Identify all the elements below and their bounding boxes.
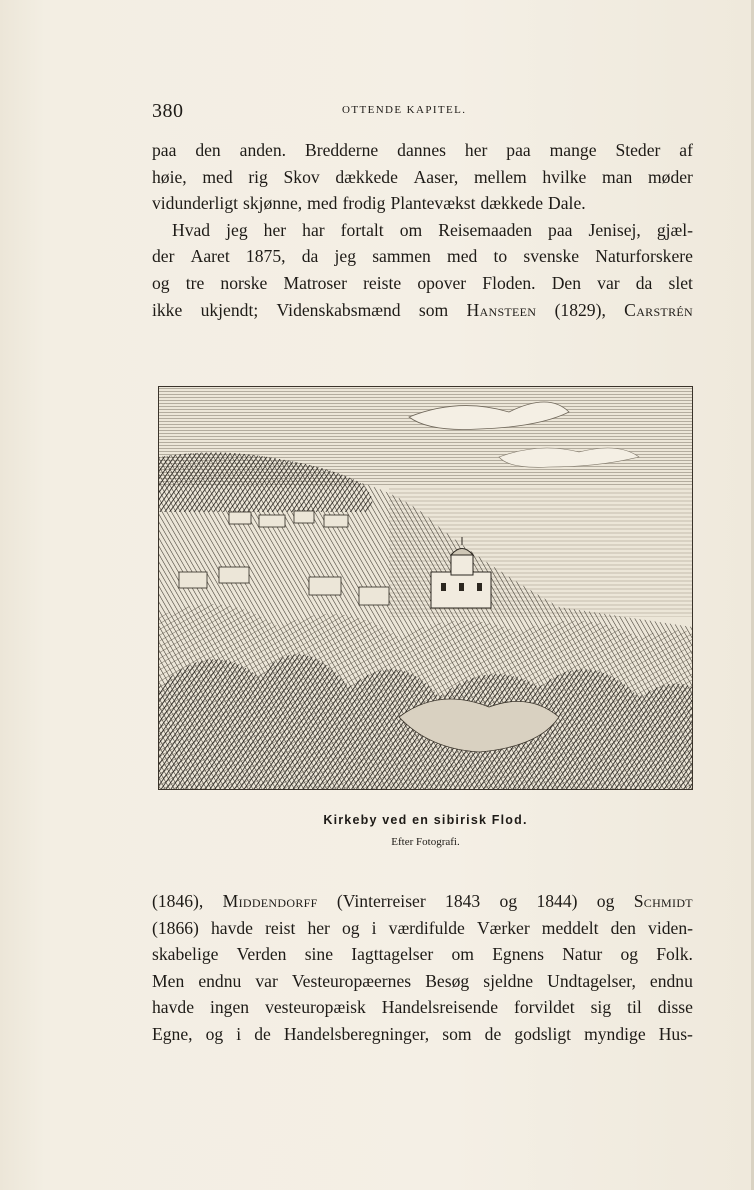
word: fortalt: [340, 219, 384, 240]
figure-caption: Kirkeby ved en sibirisk Flod.: [323, 813, 528, 827]
word: da: [301, 246, 319, 267]
word: ukjendt;: [200, 299, 259, 320]
word: paa: [152, 140, 177, 160]
word: jeg: [334, 246, 356, 267]
word: Men: [152, 970, 185, 991]
word: den: [610, 917, 636, 938]
word: viden-: [648, 917, 693, 938]
word: ingen: [210, 997, 250, 1018]
word: til: [627, 997, 642, 1018]
word: de: [254, 1023, 271, 1044]
word: to: [493, 246, 508, 267]
word: Steder: [615, 140, 661, 160]
word: havde: [152, 997, 195, 1018]
word: i: [371, 917, 377, 938]
word: Værker: [476, 917, 530, 938]
word: Hvad: [172, 219, 211, 240]
word: Handelsreisende: [381, 997, 499, 1018]
word: 1844): [536, 891, 578, 911]
text-line: [152, 888, 693, 915]
word: man: [602, 166, 633, 187]
word: hvilke: [542, 166, 587, 187]
word: 1875,: [245, 246, 286, 267]
word: myndige: [584, 1023, 646, 1044]
word: Besøg: [425, 970, 470, 991]
text-line: [152, 190, 693, 217]
text-line: [152, 1021, 693, 1048]
word: 1843: [445, 891, 481, 911]
chapter-title: OTTENDE KAPITEL.: [342, 104, 467, 116]
word: med: [202, 166, 233, 187]
word: Natur: [562, 944, 603, 965]
word: Carstrén: [624, 299, 693, 320]
word: tre: [185, 272, 205, 293]
word: her: [307, 917, 330, 938]
word: forvildet: [514, 997, 575, 1018]
word: møder: [647, 166, 693, 187]
word: som: [418, 299, 449, 320]
text-line: [152, 968, 693, 995]
word: dækkede: [335, 166, 398, 187]
word: Bredderne: [304, 140, 379, 160]
word: Hus-: [658, 1023, 693, 1044]
word: skabelige: [152, 944, 219, 965]
word: vesteuropæisk: [265, 997, 366, 1018]
word: Aaret: [190, 246, 230, 267]
text-line: [152, 270, 693, 297]
text-line: [152, 297, 693, 324]
word: Reisemaaden: [438, 219, 533, 240]
word: godsligt: [514, 1023, 572, 1044]
word: norske: [220, 272, 268, 293]
word: (Vinterreiser: [336, 891, 426, 911]
word: Schmidt: [633, 891, 693, 911]
figure-credit: Efter Fotografi.: [391, 836, 460, 848]
word: der: [152, 246, 175, 267]
word: og: [152, 272, 170, 293]
engraving-illustration: [158, 386, 693, 790]
word: paa: [548, 219, 573, 240]
word: reiste: [363, 272, 402, 293]
text-line: [152, 217, 693, 244]
word: reist: [265, 917, 296, 938]
word: sammen: [372, 246, 431, 267]
word: disse: [657, 997, 693, 1018]
word: sjeldne: [483, 970, 534, 991]
word: og: [620, 944, 639, 965]
word: Vesteuropæernes: [291, 970, 412, 991]
word: Egne,: [152, 1023, 193, 1044]
word: Aaser,: [413, 166, 459, 187]
word: Middendorff: [222, 891, 318, 911]
word: høie,: [152, 166, 187, 187]
word: Dale.: [548, 193, 586, 214]
text-line: [152, 137, 693, 164]
word: gjæl-: [656, 219, 693, 240]
word: Hansteen: [466, 299, 537, 320]
word: Plantevækst: [390, 193, 476, 214]
word: paa: [506, 140, 531, 160]
text-line: [152, 243, 693, 270]
word: rig: [248, 166, 268, 187]
word: Verden: [236, 944, 287, 965]
text-line: [152, 164, 693, 191]
word: om: [451, 944, 474, 965]
word: da: [635, 272, 653, 293]
word: værdifulde: [388, 917, 465, 938]
word: endnu: [649, 970, 693, 991]
word: sine: [304, 944, 334, 965]
word: Videnskabsmænd: [276, 299, 401, 320]
word: frodig: [342, 193, 386, 214]
word: i: [236, 1023, 242, 1044]
text-block-top: [152, 137, 693, 323]
word: ikke: [152, 299, 183, 320]
word: som: [442, 1023, 472, 1044]
word: dannes: [397, 140, 447, 160]
word: og: [499, 891, 518, 911]
text-line: [152, 915, 693, 942]
word: (1846),: [152, 891, 204, 911]
word: var: [597, 272, 620, 293]
word: af: [679, 140, 693, 160]
word: Iagttagelser: [351, 944, 434, 965]
word: Undtagelser,: [547, 970, 636, 991]
word: (1829),: [554, 299, 606, 320]
text-line: [152, 994, 693, 1021]
word: sig: [590, 997, 612, 1018]
word: (1866): [152, 917, 199, 938]
word: her: [263, 219, 287, 240]
word: endnu: [198, 970, 242, 991]
word: den: [195, 140, 221, 160]
word: her: [464, 140, 488, 160]
word: Egnens: [492, 944, 544, 965]
word: Skov: [283, 166, 320, 187]
page-number: 380: [152, 100, 184, 122]
word: meddelt: [541, 917, 599, 938]
word: Floden.: [482, 272, 536, 293]
word: med: [447, 246, 478, 267]
word: med: [307, 193, 338, 214]
word: svenske: [523, 246, 580, 267]
engraving-svg: [159, 387, 692, 789]
word: vidunderligt: [152, 193, 239, 214]
running-head: [152, 98, 697, 122]
word: Folk.: [656, 944, 693, 965]
word: Handelsberegninger,: [283, 1023, 430, 1044]
word: slet: [668, 272, 693, 293]
word: skjønne,: [243, 193, 303, 214]
word: Jenisej,: [588, 219, 641, 240]
word: anden.: [239, 140, 287, 160]
text-line: [152, 941, 693, 968]
word: opover: [417, 272, 467, 293]
word: har: [302, 219, 325, 240]
word: dækkede: [480, 193, 544, 214]
word: og: [205, 1023, 224, 1044]
word: og: [342, 917, 360, 938]
word: om: [399, 219, 423, 240]
word: Naturforskere: [595, 246, 693, 267]
text-block-bottom: [152, 888, 693, 1048]
word: mellem: [473, 166, 527, 187]
word: Den: [551, 272, 582, 293]
word: de: [484, 1023, 502, 1044]
word: og: [596, 891, 615, 911]
word: Matroser: [283, 272, 347, 293]
word: var: [255, 970, 278, 991]
word: mange: [549, 140, 597, 160]
word: jeg: [226, 219, 248, 240]
word: havde: [210, 917, 253, 938]
